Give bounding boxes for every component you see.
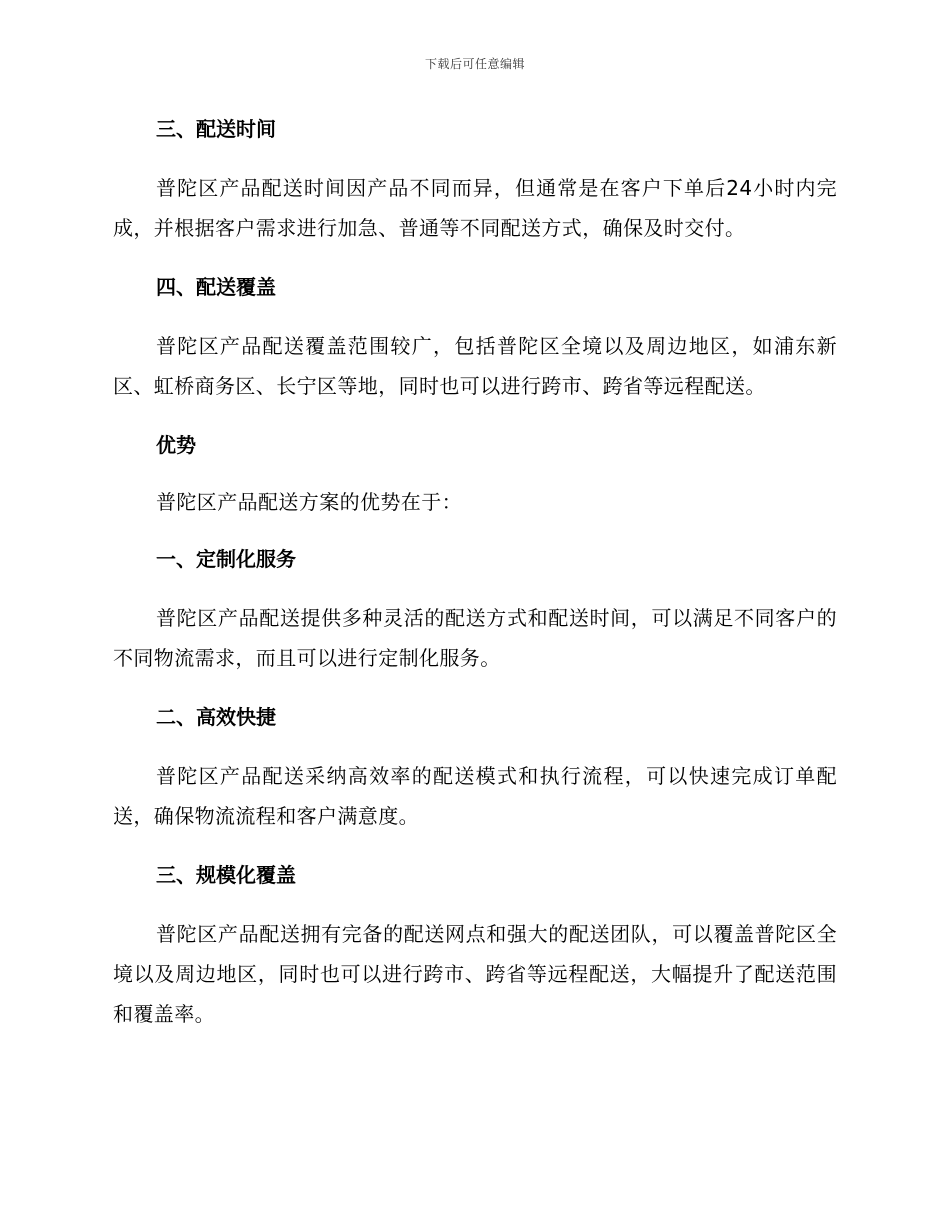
section-paragraph-customized-service: 普陀区产品配送提供多种灵活的配送方式和配送时间，可以满足不同客户的不同物流需求，而且可以进行定制化服务。 (113, 606, 837, 670)
section-paragraph-efficiency: 普陀区产品配送采纳高效率的配送模式和执行流程，可以快速完成订单配送，确保物流流程和客户满意度。 (113, 764, 837, 828)
section-paragraph-advantages: 普陀区产品配送方案的优势在于： (156, 490, 462, 514)
section-paragraph-delivery-coverage: 普陀区产品配送覆盖范围较广，包括普陀区全境以及周边地区，如浦东新区、虹桥商务区、长宁区等地，同时也可以进行跨市、跨省等远程配送。 (113, 334, 837, 398)
section-heading-efficiency: 二、高效快捷 (156, 705, 276, 729)
section-heading-scaled-coverage: 三、规模化覆盖 (156, 863, 296, 887)
section-heading-customized-service: 一、定制化服务 (156, 547, 296, 571)
section-paragraph-delivery-time: 普陀区产品配送时间因产品不同而异，但通常是在客户下单后24小时内完成，并根据客户需求进行加急、普通等不同配送方式，确保及时交付。 (113, 176, 837, 240)
section-paragraph-scaled-coverage: 普陀区产品配送拥有完备的配送网点和强大的配送团队，可以覆盖普陀区全境以及周边地区，同时也可以进行跨市、跨省等远程配送，大幅提升了配送范围和覆盖率。 (113, 922, 837, 1026)
page-header-note: 下载后可任意编辑 (424, 57, 525, 71)
document-body (113, 108, 837, 1034)
section-heading-delivery-time: 三、配送时间 (156, 117, 276, 141)
section-heading-advantages: 优势 (156, 433, 196, 457)
section-heading-delivery-coverage: 四、配送覆盖 (156, 275, 276, 299)
